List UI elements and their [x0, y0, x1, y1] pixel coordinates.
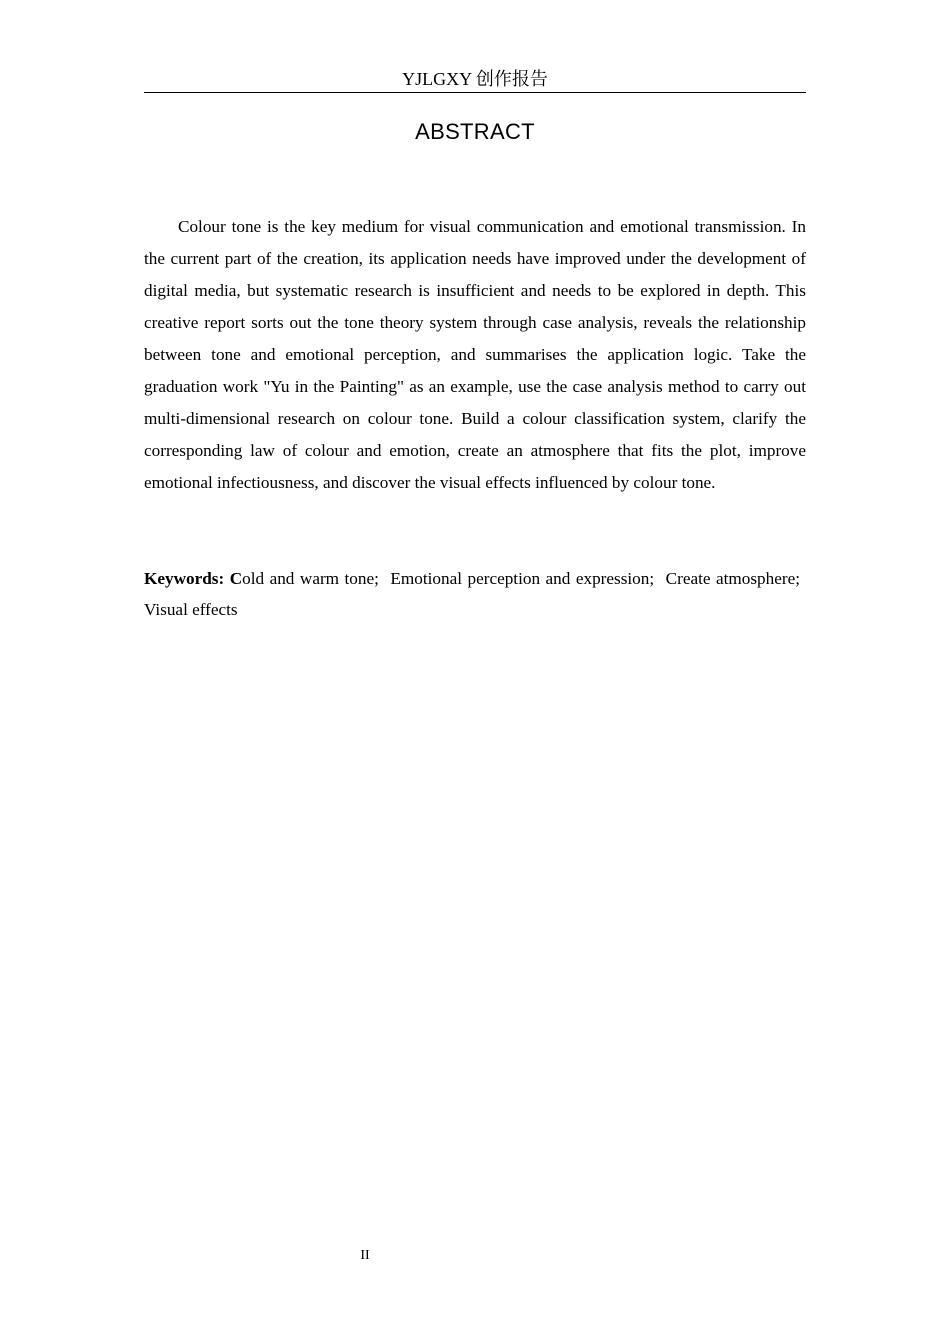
running-header: YJLGXY 创作报告: [402, 69, 548, 89]
keyword-item: Visual effects: [144, 600, 238, 619]
keywords-paragraph: [144, 563, 806, 625]
abstract-title: ABSTRACT: [415, 119, 535, 144]
header-rule: [144, 92, 806, 93]
keywords-label: Keywords:: [144, 569, 225, 588]
page-number: II: [360, 1248, 370, 1263]
abstract-body: Colour tone is the key medium for visual communication and emotional transmission. In the current part of the creation, its application needs have improved under the development of digital media, but systematic research is insufficient and needs to be explored in depth. This creative report sorts out the tone theory system through case analysis, reveals the relationship between tone and emotional perception, and summarises the application logic. Take the graduation work "Yu in the Painting" as an example, use the case analysis method to carry out multi-dimensional research on colour tone. Build a colour classification system, clarify the corresponding law of colour and emotion, create an atmosphere that fits the plot, improve emotional infectiousness, and discover the visual effects influenced by colour tone.: [144, 217, 806, 492]
keyword-first-letter: C: [229, 569, 243, 588]
keyword-item: Create atmosphere;: [665, 569, 800, 588]
keyword-item: old and warm tone;: [242, 569, 379, 588]
keyword-item: Emotional perception and expression;: [390, 569, 655, 588]
